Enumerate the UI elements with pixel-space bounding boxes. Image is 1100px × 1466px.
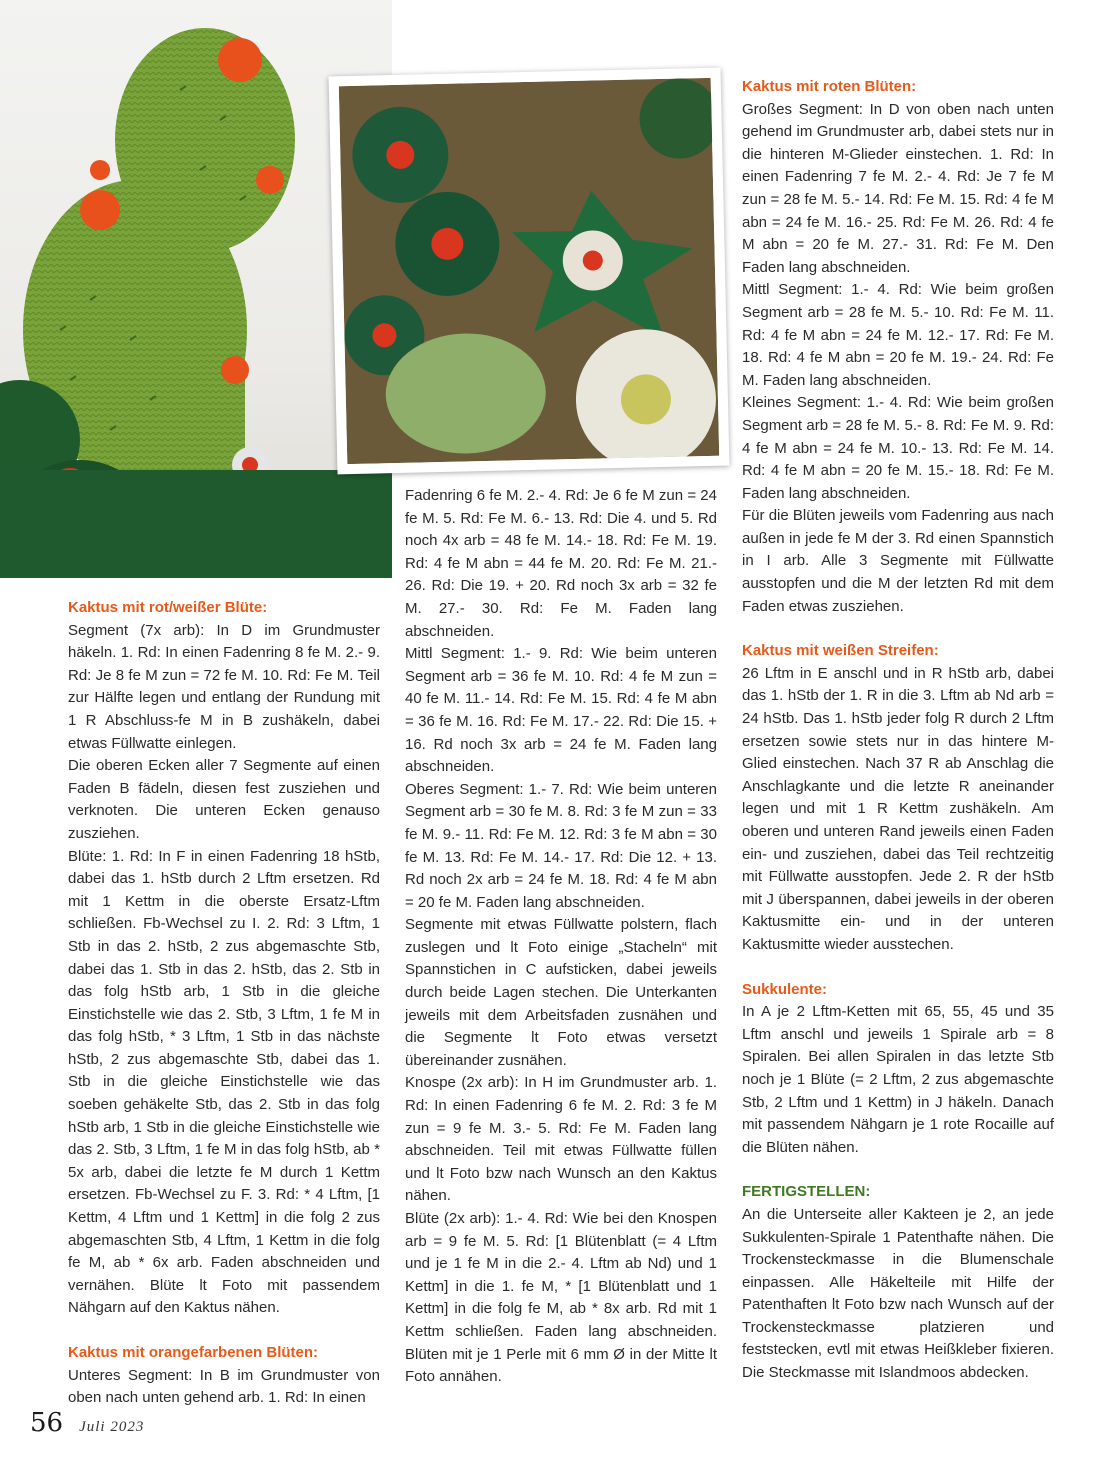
photo-ground — [0, 470, 392, 578]
section-heading: Kaktus mit roten Blüten: — [742, 78, 917, 95]
instruction-paragraph: Mittl Segment: 1.- 9. Rd: Wie beim unteren Segment arb = 36 fe M. 10. Rd: 4 fe M zun = 40 fe M. 11.- 14. Rd: Fe M. 15. Rd: 4 fe M abn = 36 fe M. 16. Rd: Fe M. 17.- 22. Rd: Die 15. + 16. Rd noch 3x arb = 24 fe M. Faden lang abschneiden. — [405, 645, 717, 776]
spacer — [68, 1320, 380, 1342]
instruction-paragraph: Knospe (2x arb): In H im Grundmuster arb. 1. Rd: In einen Fadenring 6 fe M. 2. Rd: 3 fe M zun = 9 fe M. 3.- 5. Rd: Fe M. Faden lang abschneiden. Teil mit etwas Füllwatte füllen und lt Foto bzw nach Wunsch an den Kaktus nähen. — [405, 1074, 717, 1205]
instruction-paragraph: Oberes Segment: 1.- 7. Rd: Wie beim unteren Segment arb = 30 fe M. 8. Rd: 3 fe M zun = 33 fe M. 9.- 11. Rd: Fe M. 12. Rd: 3 fe M abn = 30 fe M. 13. Rd: Fe M. 14.- 17. Rd: Die 12. + 13. Rd noch 2x arb = 24 fe M. 18. Rd: 4 fe M abn = 20 fe M. Faden lang abschneiden. — [405, 780, 717, 911]
instruction-paragraph: Unteres Segment: In B im Grundmuster von oben nach unten gehend arb. 1. Rd: In einen — [68, 1366, 380, 1407]
instruction-paragraph: Großes Segment: In D von oben nach unten gehend im Grundmuster arb, dabei stets nur in die hinteren M-Glieder einstechen. 1. Rd: In einen Fadenring 7 fe M. 2.- 4. Rd: Je 7 fe M zun = 28 fe M. 5.- 14. Rd: Fe M. 15. Rd: 4 fe M abn = 24 fe M. 16.- 25. Rd: Fe M. 26. Rd: 4 fe M abn = 20 fe M. 27.- 31. Rd: Fe M. Den Faden lang abschneiden. — [742, 100, 1054, 276]
issue-date: Juli 2023 — [79, 1419, 145, 1435]
instruction-paragraph: Segment (7x arb): In D im Grundmuster häkeln. 1. Rd: In einen Fadenring 8 fe M. 2.- 9. Rd: Je 8 fe M zun = 72 fe M. 10. Rd: Fe M. Teil zur Hälfte legen und entlang der Rundung mit 1 R Abschluss-fe M in B zushäkeln, dabei etwas Füllwatte einlegen. — [68, 621, 380, 752]
spacer — [742, 957, 1054, 979]
instruction-paragraph: Blüte: 1. Rd: In F in einen Fadenring 18 hStb, dabei das 1. hStb durch 2 Lftm ersetzen. Rd mit 1 Kettm in die oberste Ersatz-Lftm schließen. Fb-Wechsel zu I. 2. Rd: 3 Lftm, 1 Stb in das 2. hStb, 2 zus abgemaschte Stb, dabei das 1. Stb in das 2. hStb, das 2. Stb in das folg hStb arb, 1 Stb in die gleiche Einstichstelle wie das 2. Stb, 3 Lftm, 1 fe M in das folg hStb, * 3 Lftm, 1 Stb in das nächste hStb, 2 zus abgemaschte Stb, dabei das 1. Stb in die gleiche Einstichstelle wie das soeben gehäkelte Stb, das 2. Stb in das folg hStb arb, 1 Stb in die gleiche Einstichstelle wie das 2. Stb, 3 Lftm, 1 fe M in das folg hStb, ab * 5x arb, dabei die letzte fe M durch 1 Kettm ersetzen. Fb-Wechsel zu F. 3. Rd: * 4 Lftm, [1 Kettm, 4 Lftm und 1 Kettm] in die folg 2 zus abgemaschten Stb, 4 Lftm, 1 Kettm in die folg fe M, ab * 6x arb. Faden abschneiden und vernähen. Blüte lt Foto mit passendem Nähgarn auf den Kaktus nähen. — [68, 847, 380, 1317]
spacer — [742, 618, 1054, 640]
cactus-bowl-illustration — [339, 78, 719, 464]
text-column-left — [68, 597, 380, 1410]
instruction-paragraph: Kleines Segment: 1.- 4. Rd: Wie beim großen Segment arb = 28 fe M. 5.- 8. Rd: Fe M. 9. Rd: 4 fe M abn = 24 fe M. 10.- 13. Rd: Fe M. 14. Rd: 4 fe M abn = 20 fe M. 15.- 18. Rd: Fe M. Faden lang abschneiden. — [742, 394, 1054, 502]
instruction-paragraph: Blüte (2x arb): 1.- 4. Rd: Wie bei den Knospen arb = 9 fe M. 5. Rd: [1 Blütenblatt (= 4 Lftm und je 1 fe M in die 2.- 4. Lftm ab Nd) und 1 Kettm] in die 1. fe M, * [1 Blütenblatt und 1 Kettm] in die folg fe M, ab * 8x arb. Rd mit 1 Kettm schließen. Faden lang abschneiden. Blüten mit je 1 Perle mit 6 mm Ø in der Mitte lt Foto annähen. — [405, 1210, 717, 1386]
instruction-paragraph: In A je 2 Lftm-Ketten mit 65, 55, 45 und 35 Lftm anschl und jeweils 1 Spirale arb = 8 Spiralen. Bei allen Spiralen in das letzte Stb noch je 1 Blüte (= 2 Lftm, 2 zus abgemaschte Stb, 2 Lftm und 1 Kettm) in J häkeln. Danach mit passendem Nähgarn je 1 rote Rocaille auf die Blüten nähen. — [742, 1003, 1054, 1156]
text-column-middle — [405, 485, 717, 1389]
spacer — [742, 1159, 1054, 1181]
finishing-heading: FERTIGSTELLEN: — [742, 1183, 871, 1201]
instruction-paragraph: Segmente mit etwas Füllwatte polstern, flach zuslegen und lt Foto einige „Stacheln“ mit Spannstichen in C aufsticken, dabei jeweils durch beide Lagen stechen. Die Unterkanten jeweils mit dem Arbeitsfaden zusnähen und die Segmente lt Foto etwas versetzt übereinander zusnähen. — [405, 916, 717, 1069]
section-heading: Kaktus mit weißen Streifen: — [742, 642, 939, 660]
instruction-paragraph: Für die Blüten jeweils vom Fadenring aus nach außen in jede fe M der 3. Rd einen Spannstich in I arb. Alle 3 Segmente mit Füllwatte ausstopfen und die M der letzten Rd mit dem Faden etwas zusziehen. — [742, 507, 1054, 615]
instruction-paragraph: Fadenring 6 fe M. 2.- 4. Rd: Je 6 fe M zun = 24 fe M. 5. Rd: Fe M. 6.- 13. Rd: Die 4. und 5. Rd noch 4x arb = 48 fe M. 14.- 18. Rd: Fe M. 19. Rd: 4 fe M abn = 44 fe M. 20. Rd: Fe M. 21.- 26. Rd: Die 19. + 20. Rd noch 3x arb = 32 fe M. 27.- 30. Rd: Fe M. Faden lang abschneiden. — [405, 487, 717, 640]
instruction-paragraph: Die oberen Ecken aller 7 Segmente auf einen Faden B fädeln, diesen fest zusziehen und verknoten. Die unteren Ecken genauso zusziehen. — [68, 757, 380, 842]
section-heading: Kaktus mit orangefarbenen Blüten: — [68, 1344, 319, 1361]
text-column-right — [742, 76, 1054, 1385]
page-number: 56 — [30, 1408, 64, 1438]
instruction-paragraph: An die Unterseite aller Kakteen je 2, an jede Sukkulenten-Spirale 1 Patenthafte nähen. Die Trockensteckmasse in die Blumenschale einpassen. Alle Häkelteile mit Hilfe der Patenthaften lt Foto bzw nach Wunsch auf der Trockensteckmasse platzieren und feststecken, evtl mit etwas Heißkleber fixieren. Die Steckmasse mit Islandmoos abdecken. — [742, 1205, 1054, 1382]
section-heading: Kaktus mit rot/weißer Blüte: — [68, 599, 268, 616]
instruction-paragraph: Mittl Segment: 1.- 4. Rd: Wie beim großen Segment arb = 28 fe M. 5.- 10. Rd: Fe M. 11. Rd: 4 fe M abn = 24 fe M. 12.- 17. Rd: Fe M. 18. Rd: 4 fe M abn = 20 fe M. 19.- 24. Rd: Fe M. Faden lang abschneiden. — [742, 281, 1054, 389]
photo-cactus-bowl — [329, 68, 730, 475]
section-heading: Sukkulente: — [742, 980, 828, 998]
page-footer — [30, 1408, 144, 1438]
instruction-paragraph: 26 Lftm in E anschl und in R hStb arb, dabei das 1. hStb der 1. R in die 3. Lftm ab Nd arb = 24 hStb. Das 1. hStb jeder folg R durch 2 Lftm ersetzen sowie stets nur in das hintere M-Glied einstechen. Nach 37 R ab Anschlag die Anschlagkante und die letzte R aneinander legen und mit 1 R Kettm zushäkeln. Am oberen und unteren Rand jeweils einen Faden ein- und zusziehen, dabei das Teil rechtzeitig mit Füllwatte ausstopfen. Jede 2. R der hStb mit J überspannen, dabei jeweils in der oberen Kaktusmitte ein- und in der unteren Kaktusmitte wieder ausstechen. — [742, 664, 1054, 953]
